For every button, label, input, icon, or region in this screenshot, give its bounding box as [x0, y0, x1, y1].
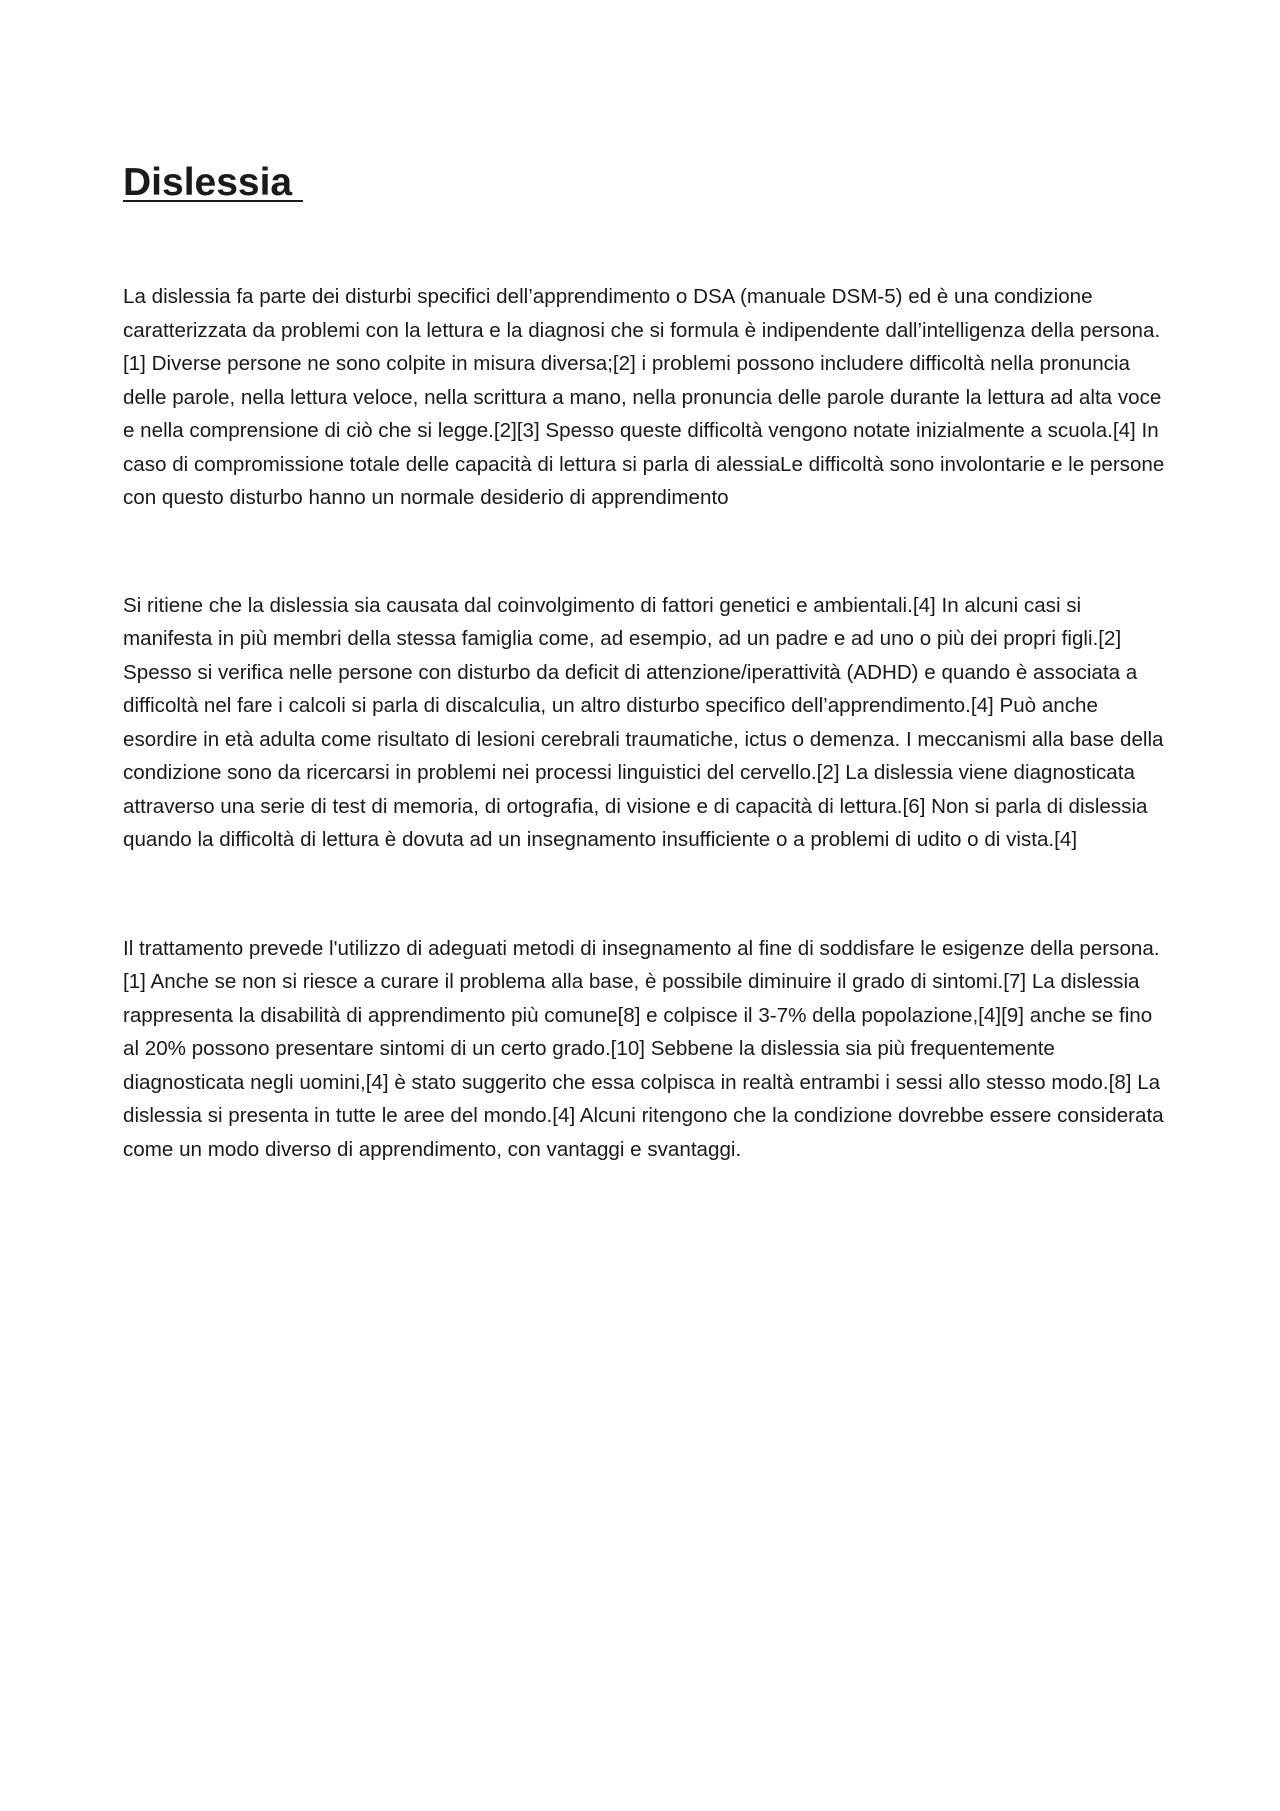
document-title: Dislessia — [123, 161, 303, 204]
paragraph-treatment: Il trattamento prevede l'utilizzo di adeguati metodi di insegnamento al fine di soddisfare le esigenze della persona.[1] Anche se non si riesce a curare il problema alla base, è possibile diminuire il grado di sintomi.[7] La dislessia rappresenta la disabilità di apprendimento più comune[8] e colpisce il 3-7% della popolazione,[4][9] anche se fino al 20% possono presentare sintomi di un certo grado.[10] Sebbene la dislessia sia più frequentemente diagnosticata negli uomini,[4] è stato suggerito che essa colpisca in realtà entrambi i sessi allo stesso modo.[8] La dislessia si presenta in tutte le aree del mondo.[4] Alcuni ritengono che la condizione dovrebbe essere considerata come un modo diverso di apprendimento, con vantaggi e svantaggi. — [123, 936, 1164, 1161]
paragraph-causes: Si ritiene che la dislessia sia causata dal coinvolgimento di fattori genetici e ambientali.[4] In alcuni casi si manifesta in più membri della stessa famiglia come, ad esempio, ad un padre e ad uno o più dei propri figli.[2] Spesso si verifica nelle persone con disturbo da deficit di attenzione/iperattività (ADHD) e quando è associata a difficoltà nel fare i calcoli si parla di discalculia, un altro disturbo specifico dell’apprendimento.[4] Può anche esordire in età adulta come risultato di lesioni cerebrali traumatiche, ictus o demenza. I meccanismi alla base della condizione sono da ricercarsi in problemi nei processi linguistici del cervello.[2] La dislessia viene diagnosticata attraverso una serie di test di memoria, di ortografia, di visione e di capacità di lettura.[6] Non si parla di dislessia quando la difficoltà di lettura è dovuta ad un insegnamento insufficiente o a problemi di udito o di vista.[4] — [123, 593, 1164, 851]
paragraph-definition: La dislessia fa parte dei disturbi specifici dell’apprendimento o DSA (manuale DSM-5) ed è una condizione caratterizzata da problemi con la lettura e la diagnosi che si formula è indipendente dall’intelligenza della persona.[1] Diverse persone ne sono colpite in misura diversa;[2] i problemi possono includere difficoltà nella pronuncia delle parole, nella lettura veloce, nella scrittura a mano, nella pronuncia delle parole durante la lettura ad alta voce e nella comprensione di ciò che si legge.[2][3] Spesso queste difficoltà vengono notate inizialmente a scuola.[4] In caso di compromissione totale delle capacità di lettura si parla di alessiaLe difficoltà sono involontarie e le persone con questo disturbo hanno un normale desiderio di apprendimento — [123, 285, 1165, 509]
